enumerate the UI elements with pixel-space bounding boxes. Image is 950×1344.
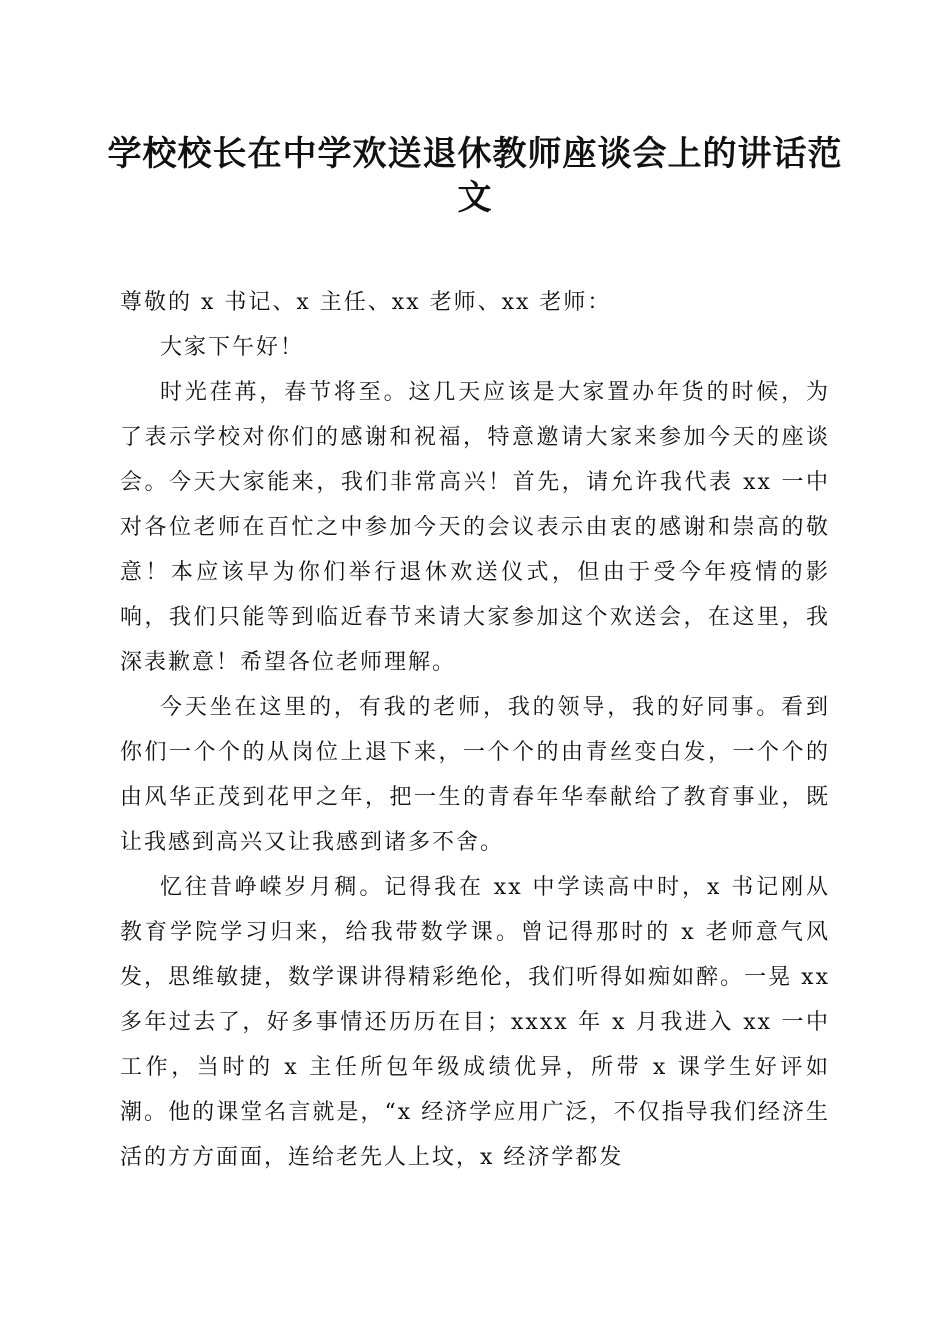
salutation: 尊敬的 x 书记、x 主任、xx 老师、xx 老师： xyxy=(120,290,612,315)
paragraph-greeting: 大家下午好！ xyxy=(160,335,305,360)
paragraph: 今天坐在这里的，有我的老师，我的领导，我的好同事。看到你们一个个的从岗位上退下来，一个个的由青丝变白发，一个个的由风华正茂到花甲之年，把一生的青春年华奉献给了教育事业，既让我感到高兴又让我感到诸多不舍。 xyxy=(120,695,830,855)
document-title: 学校校长在中学欢送退休教师座谈会上的讲话范文 xyxy=(107,134,843,218)
document-body xyxy=(120,280,830,1180)
paragraph: 时光荏苒，春节将至。这几天应该是大家置办年货的时候，为了表示学校对你们的感谢和祝福，特意邀请大家来参加今天的座谈会。今天大家能来，我们非常高兴！首先，请允许我代表 xx 一中对各位老师在百忙之中参加今天的会议表示由衷的感谢和崇高的敬意！本应该早为你们举行退休欢送仪式，但由于受今年疫情的影响，我们只能等到临近春节来请大家参加这个欢送会，在这里，我深表歉意！希望各位老师理解。 xyxy=(120,380,830,675)
paragraph: 忆往昔峥嵘岁月稠。记得我在 xx 中学读高中时，x 书记刚从教育学院学习归来，给我带数学课。曾记得那时的 x 老师意气风发，思维敏捷，数学课讲得精彩绝伦，我们听得如痴如醉。一晃 xx 多年过去了，好多事情还历历在目；xxxx 年 x 月我进入 xx 一中工作，当时的 x 主任所包年级成绩优异，所带 x 课学生好评如潮。他的课堂名言就是，“x 经济学应用广泛，不仅指导我们经济生活的方方面面，连给老先人上坟，x 经济学都发 xyxy=(120,875,830,1170)
